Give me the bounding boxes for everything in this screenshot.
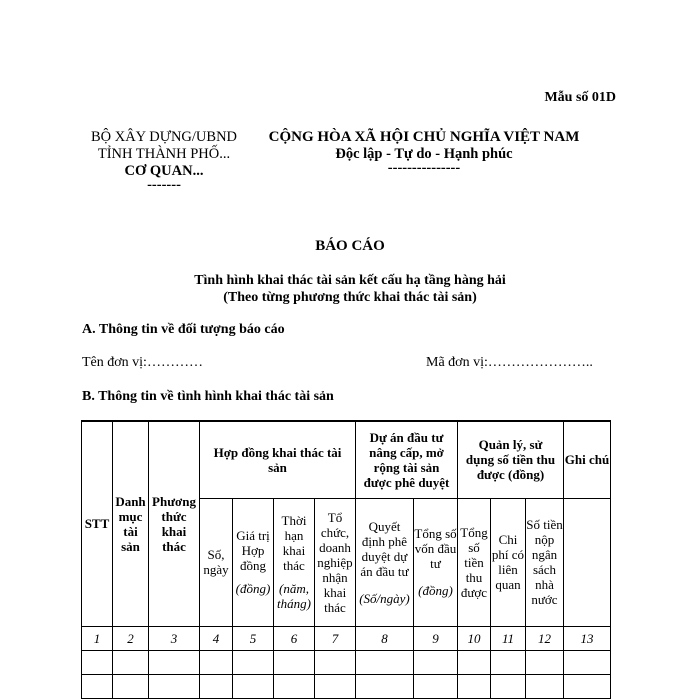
report-subtitle-line2: (Theo từng phương thức khai thác tài sản) xyxy=(223,290,477,305)
sub-decision xyxy=(356,498,414,626)
sub-total-investment xyxy=(414,498,458,626)
column-number-row xyxy=(82,626,611,650)
sub-duration xyxy=(274,498,315,626)
table-cell[interactable] xyxy=(414,674,458,698)
table-cell[interactable] xyxy=(564,650,611,674)
section-a-title: A. Thông tin về đối tượng báo cáo xyxy=(82,322,285,337)
country-name: CỘNG HÒA XÃ HỘI CHỦ NGHĨA VIỆT NAM xyxy=(268,129,580,145)
group-project-header: Dự án đầu tư nâng cấp, mở rộng tài sản được phê duyệt xyxy=(356,421,458,498)
table-cell[interactable] xyxy=(458,650,491,674)
table-cell[interactable] xyxy=(149,674,200,698)
col-number: 5 xyxy=(233,626,274,650)
sub-duration-unit: (năm, tháng) xyxy=(277,581,311,611)
table-cell[interactable] xyxy=(200,650,233,674)
form-code: Mẫu số 01D xyxy=(544,90,616,105)
table-cell[interactable] xyxy=(526,650,564,674)
table-cell[interactable] xyxy=(315,674,356,698)
sub-contract-value-label: Giá trị Hợp đồng xyxy=(236,528,270,573)
unit-code-field: Mã đơn vị:………………….. xyxy=(426,355,593,370)
col-number: 11 xyxy=(491,626,526,650)
col-asset-list-header: Danh mục tài sản xyxy=(113,421,149,626)
national-header xyxy=(256,129,592,176)
table-cell[interactable] xyxy=(233,650,274,674)
table-row xyxy=(82,674,611,698)
agency-header xyxy=(76,129,252,193)
province-line: TỈNH THÀNH PHỐ... xyxy=(97,146,231,162)
table-cell[interactable] xyxy=(315,650,356,674)
col-number: 9 xyxy=(414,626,458,650)
col-number: 13 xyxy=(564,626,611,650)
table-cell[interactable] xyxy=(564,674,611,698)
table-cell[interactable] xyxy=(149,650,200,674)
report-subtitle xyxy=(0,272,700,306)
ministry-line: BỘ XÂY DỰNG/UBND xyxy=(90,129,238,145)
table-cell[interactable] xyxy=(113,674,149,698)
col-number: 12 xyxy=(526,626,564,650)
agency-line: CƠ QUAN... xyxy=(124,163,204,179)
sub-total-investment-unit: (đồng) xyxy=(418,583,453,598)
table-cell[interactable] xyxy=(458,674,491,698)
report-title: BÁO CÁO xyxy=(315,238,385,254)
table-cell[interactable] xyxy=(233,674,274,698)
sub-total-investment-label: Tổng số vốn đầu tư xyxy=(414,526,457,571)
table-cell[interactable] xyxy=(356,674,414,698)
sub-related-costs: Chi phí có liên quan xyxy=(491,498,526,626)
table-cell[interactable] xyxy=(113,650,149,674)
table-cell[interactable] xyxy=(82,650,113,674)
col-number: 6 xyxy=(274,626,315,650)
sub-budget-paid: Số tiền nộp ngân sách nhà nước xyxy=(526,498,564,626)
sub-decision-label: Quyết định phê duyệt dự án đầu tư xyxy=(360,518,409,579)
sub-operator: Tổ chức, doanh nghiệp nhận khai thác xyxy=(315,498,356,626)
group-revenue-header: Quản lý, sử dụng số tiền thu được (đồng) xyxy=(458,421,564,498)
report-subtitle-line1: Tình hình khai thác tài sản kết cấu hạ tầng hàng hải xyxy=(194,273,506,288)
sub-decision-unit: (Số/ngày) xyxy=(359,590,410,606)
col-notes-header: Ghi chú xyxy=(564,421,611,498)
table-row xyxy=(82,650,611,674)
sub-total-revenue: Tổng số tiền thu được xyxy=(458,498,491,626)
group-contract-header: Hợp đồng khai thác tài sản xyxy=(200,421,356,498)
exploitation-table xyxy=(81,420,611,699)
col-number: 7 xyxy=(315,626,356,650)
sub-duration-label: Thời hạn khai thác xyxy=(281,513,307,573)
sub-notes-blank xyxy=(564,498,611,626)
col-number: 1 xyxy=(82,626,113,650)
table-cell[interactable] xyxy=(274,650,315,674)
col-stt-header: STT xyxy=(82,421,113,626)
table-cell[interactable] xyxy=(356,650,414,674)
motto: Độc lập - Tự do - Hạnh phúc xyxy=(335,146,513,162)
sub-contract-value-unit: (đồng) xyxy=(235,581,271,596)
section-b-title: B. Thông tin về tình hình khai thác tài sản xyxy=(82,389,334,404)
col-number: 10 xyxy=(458,626,491,650)
table-cell[interactable] xyxy=(82,674,113,698)
table-cell[interactable] xyxy=(491,650,526,674)
col-number: 4 xyxy=(200,626,233,650)
col-number: 8 xyxy=(356,626,414,650)
agency-divider: ------- xyxy=(147,177,181,193)
col-method-header: Phương thức khai thác xyxy=(149,421,200,626)
col-number: 3 xyxy=(149,626,200,650)
motto-divider: --------------- xyxy=(387,160,461,176)
sub-contract-number: Số, ngày xyxy=(200,498,233,626)
table-cell[interactable] xyxy=(491,674,526,698)
table-cell[interactable] xyxy=(414,650,458,674)
table-cell[interactable] xyxy=(526,674,564,698)
table-cell[interactable] xyxy=(200,674,233,698)
sub-contract-value xyxy=(233,498,274,626)
col-number: 2 xyxy=(113,626,149,650)
table-cell[interactable] xyxy=(274,674,315,698)
unit-name-field: Tên đơn vị:………… xyxy=(82,355,203,370)
